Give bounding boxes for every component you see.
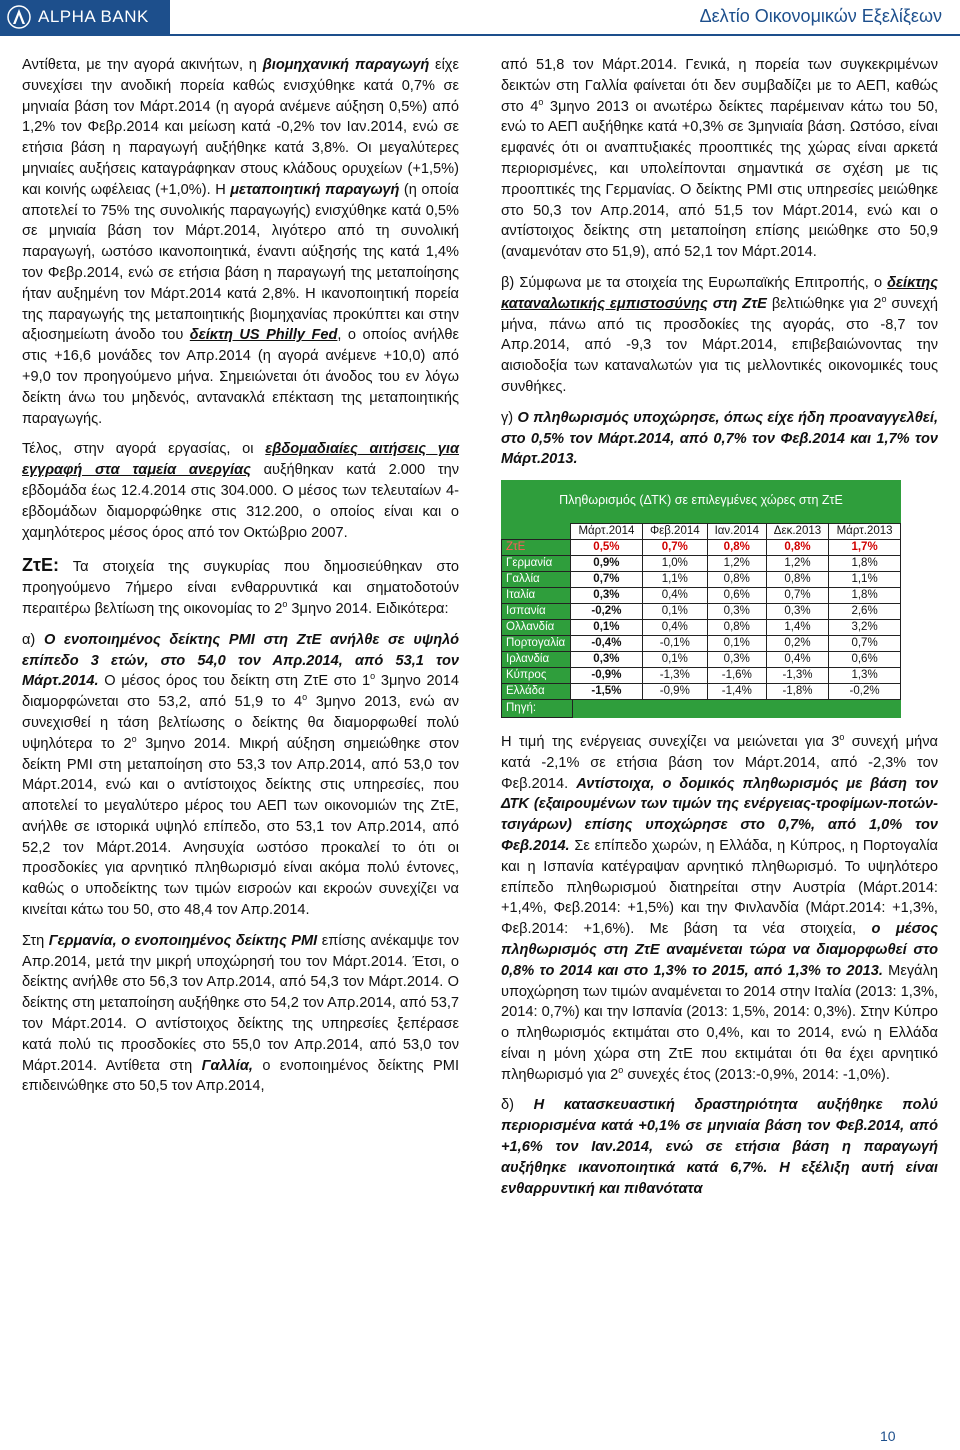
table-value-cell: 0,1% [642,651,707,667]
logo-text: ALPHA BANK [38,7,149,26]
table-value-cell: 0,8% [707,539,766,555]
bulletin-title: Δελτίο Οικονομικών Εξελίξεων [699,6,942,26]
table-corner-cell [502,523,571,539]
table-value-cell: 0,8% [766,571,828,587]
table-value-cell: 0,1% [571,619,643,635]
inflation-table [501,523,901,700]
table-value-cell: 0,7% [642,539,707,555]
table-value-cell: 1,2% [766,555,828,571]
table-column-header: Φεβ.2014 [642,523,707,539]
table-value-cell: 0,6% [829,651,901,667]
table-value-cell: 0,4% [766,651,828,667]
table-country-cell: Ισπανία [502,603,571,619]
table-value-cell: 0,3% [707,603,766,619]
table-country-cell: Γαλλία [502,571,571,587]
table-value-cell: 3,2% [829,619,901,635]
table-column-header: Δεκ.2013 [766,523,828,539]
alpha-bank-emblem-icon [7,5,31,29]
paragraph-germany-pmi: Στη Γερμανία, ο ενοποιημένος δείκτης PMI επίσης ανέκαμψε τον Απρ.2014, μετά την μικρή υποχώρησή του τον Μάρτ.2014. Έτσι, ο δείκτης ανήλθε στο 56,3 τον Απρ.2014, από 54,3 τον Μάρτ.2014. Ο δείκτης στη μεταποίηση αυξήθηκε στο 54,2 τον Απρ.2014, από 53,7 τον Μάρτ.2014. Ο αντίστοιχος δείκτης της υπηρεσίες ξεπέρασε κατά πολύ τις προσδοκίες στο 55,0 τον Απρ.2014, από 53,0 τον Μάρτ.2014. Αντίθετα στη Γαλλία, ο ενοποιημένος δείκτης PMI επιδεινώθηκε στο 50,5 τον Απρ.2014, [22,932,460,1095]
table-value-cell: -0,1% [642,635,707,651]
table-row [502,667,901,683]
table-header-row [502,523,901,539]
table-value-cell: 0,8% [766,539,828,555]
table-country-cell: Ιταλία [502,587,571,603]
table-value-cell: 0,6% [707,587,766,603]
table-value-cell: 1,2% [707,555,766,571]
paragraph-eurozone-intro: ΖτΕ: Τα στοιχεία της συγκυρίας που δημοσιεύθηκαν στο προηγούμενο 7ήμερο είναι ενθαρρυντικά και σηματοδοτούν περαιτέρω βελτίωση της οικονομίας το $2^o$ 3μηνο 2014. Ειδικότερα: [22,555,459,617]
paragraph-energy-core-inflation: Η τιμή της ενέργειας συνεχίζει να μειώνεται για $3^o$ συνεχή μήνα κατά -2,1% σε ετήσια βάση τον Μάρτ.2014, από -2,3% τον Φεβ.2014. Αντίστοιχα, ο δομικός πληθωρισμός με βάση τον ΔΤΚ (εξαιρουμένων των τιμών της ενέργειας-τροφίμων-ποτών-τσιγάρων) επίσης υποχώρησε στο 0,7%, από 1,0% τον Φεβ.2014. Σε επίπεδο χωρών, η Ελλάδα, η Κύπρος, η Πορτογαλία και η Ισπανία κατέγραψαν αρνητικό πληθωρισμό. Το υψηλότερο επίπεδο πληθωρισμού διατηρείται στην Αυστρία (Μάρτ.2014: +1,4%, Φεβ.2014: +1,5%) και την Φινλανδία (Μάρτ.2014: +1,3%, Φεβ.2014: +1,6%). Με βάση τα νέα στοιχεία, ο μέσος πληθωρισμός στη ΖτΕ αναμένεται τώρα να διαμορφωθεί στο 0,8% το 2014 και στο 1,3% το 2015, από 1,3% το 2013. Μεγάλη υποχώρηση των τιμών αναμένεται το 2014 στην Ιταλία (2013: 1,3%, 2014: 0,7%) και την Ισπανία (2013: 1,5%, 2014: 0,3%). Στην Κύπρο ο πληθωρισμός εκτιμάται στο 0,4%, και το 2014, ενώ η Ελλάδα είναι η μόνη χώρα στη ΖτΕ που εκτιμάται ότι θα έχει αρνητικό πληθωρισμό για $2^o$ συνεχές έτος (2013:-0,9%, 2014: -1,0%). [501,732,938,1083]
table-value-cell: 0,8% [707,571,766,587]
table-row [502,619,901,635]
table-value-cell: 1,4% [766,619,828,635]
table-value-cell: 0,8% [707,619,766,635]
table-country-cell: Πορτογαλία [502,635,571,651]
table-value-cell: -0,9% [571,667,643,683]
table-value-cell: -1,6% [707,667,766,683]
table-country-cell: Γερμανία [502,555,571,571]
paragraph-france-pmi: από 51,8 τον Μάρτ.2014. Γενικά, η πορεία των συγκεκριμένων δεικτών στη Γαλλία φαίνεται ότι δεν συμβαδίζει με το ΑΕΠ, καθώς στο $4^o$ 3μηνο 2013 οι ανωτέρω δείκτες παρέμειναν κάτω του 50, ενώ το ΑΕΠ αυξήθηκε κατά +0,3% σε 3μηνιαία βάση. Ωστόσο, είναι εμφανές ότι οι αναπτυξιακές προοπτικές της χώρας είναι αρκετά περιορισμένες, και υπολείπονται σημαντικά σε σχέση με τις προοπτικές της Γερμανίας. Ο δείκτης PMI στις υπηρεσίες μειώθηκε στο 50,3 τον Απρ.2014, από 51,5 τον Μάρτ.2014, ενώ και ο αντίστοιχος δείκτης στη μεταποίηση επίσης μειώθηκε στο 50,9 (αναμενόταν στο 51,9), από 52,1 τον Μάρτ.2014. [501,57,938,261]
table-row [502,539,901,555]
table-value-cell: 0,4% [642,587,707,603]
table-value-cell: 0,7% [571,571,643,587]
table-value-cell: 0,3% [707,651,766,667]
table-country-cell: Ελλάδα [502,683,571,699]
inflation-table-box [501,480,901,731]
table-value-cell: 2,6% [829,603,901,619]
table-value-cell: 0,1% [707,635,766,651]
table-country-cell: Κύπρος [502,667,571,683]
table-country-cell: ΖτΕ [502,539,571,555]
table-value-cell: 1,8% [829,555,901,571]
table-value-cell: -1,5% [571,683,643,699]
table-value-cell: -0,2% [829,683,901,699]
header-divider [0,34,960,36]
table-row [502,555,901,571]
inflation-table-title: Πληθωρισμός (ΔΤΚ) σε επιλεγμένες χώρες στη ΖτΕ [559,493,843,508]
right-column [501,55,938,1209]
table-value-cell: -1,3% [642,667,707,683]
table-column-header: Μάρτ.2014 [571,523,643,539]
table-country-cell: Ολλανδία [502,619,571,635]
table-value-cell: 0,2% [766,635,828,651]
left-column [22,55,459,1107]
paragraph-industrial-production: Αντίθετα, με την αγορά ακινήτων, η βιομηχανική παραγωγή είχε συνεχίσει την ανοδική πορεία καθώς ενισχύθηκε κατά 0,7% σε μηνιαία βάση τον Μάρτ.2014 (η αγορά ανέμενε αύξηση 0,5%) από 1,2% τον Φεβρ.2014 και μείωση κατά -0,2% τον Ιαν.2014, ενώ σε ετήσια βάση η παραγωγή αυξήθηκε κατά 3,8%. Οι μεγαλύτερες μηνιαίες αυξήσεις καταγράφηκαν στους κλάδους ορυχείων (+1,5%) και κοινής ωφέλειας (+1,0%). Η μεταποιητική παραγωγή (η οποία αποτελεί το 75% της συνολικής παραγωγής) ενισχύθηκε κατά 0,5% σε μηνιαία βάση τον Μάρτ.2014, λιγότερο από τη συνολική παραγωγή, ωστόσο ικανοποιητικά, έναντι αύξησής της κατά 1,4% τον Φεβρ.2014, ενώ σε ετήσια βάση η παραγωγή της μεταποίησης ήταν αυξημένη τον Μάρτ.2014 κατά 2,8%. Η ικανοποιητική πορεία της παραγωγής της μεταποιητικής βιομηχανίας προκύπτει και στην αξιοσημείωτη άνοδο του δείκτη US Philly Fed, ο οποίος ανήλθε στις +16,6 μονάδες τον Απρ.2014 (η αγορά ανέμενε +10,0) από +9,0 τον προηγούμενο μήνα. Σημειώνεται ότι άνοδος του εν λόγω δείκτη άνω του μηδενός, αντανακλά επέκταση της μεταποιητικής παραγωγής. [22,57,459,427]
table-value-cell: 0,3% [571,651,643,667]
table-value-cell: -0,2% [571,603,643,619]
table-column-header: Μάρτ.2013 [829,523,901,539]
table-value-cell: 1,1% [829,571,901,587]
table-row [502,587,901,603]
table-value-cell: 1,3% [829,667,901,683]
paragraph-consumer-confidence: β) Σύμφωνα με τα στοιχεία της Ευρωπαϊκής Επιτροπής, ο δείκτης καταναλωτικής εμπιστοσύνης στη ΖτΕ βελτιώθηκε για $2^o$ συνεχή μήνα, πάνω από τις προσδοκίες της αγοράς, στο -8,7 τον Απρ.2014, από -9,3 τον Μάρτ.2014, επιβεβαιώνοντας την αισιοδοξία των καταναλωτών για τις μελλοντικές οικονομικές τους συνθήκες. [501,274,938,395]
table-value-cell: 0,9% [571,555,643,571]
table-column-header: Ιαν.2014 [707,523,766,539]
table-source: Πηγή: Eurostat [501,700,573,718]
table-row [502,603,901,619]
paragraph-inflation-intro: γ) Ο πληθωρισμός υποχώρησε, όπως είχε ήδη προαναγγελθεί, στο 0,5% τον Μάρτ.2014, από 0,7% τον Φεβ.2014 και 1,7% τον Μάρτ.2013. [501,409,939,468]
page-header [0,0,960,36]
table-country-cell: Ιρλανδία [502,651,571,667]
table-value-cell: 1,8% [829,587,901,603]
table-value-cell: -1,3% [766,667,828,683]
table-value-cell: -0,4% [571,635,643,651]
table-value-cell: -1,4% [707,683,766,699]
table-value-cell: 0,7% [829,635,901,651]
table-value-cell: 0,1% [642,603,707,619]
table-value-cell: 0,3% [766,603,828,619]
table-row [502,683,901,699]
table-value-cell: 0,3% [571,587,643,603]
table-value-cell: 1,0% [642,555,707,571]
page-number: 10 [880,1428,896,1444]
table-value-cell: 0,4% [642,619,707,635]
table-value-cell: -0,9% [642,683,707,699]
table-row [502,651,901,667]
paragraph-construction: δ) Η κατασκευαστική δραστηριότητα αυξήθηκε πολύ περιορισμένα κατά +0,1% σε μηνιαία βάση τον Φεβ.2014, από +1,6% τον Ιαν.2014, ενώ σε ετήσια βάση η παραγωγή αυξήθηκε ικανοποιητικά κατά 6,7%. Η εξέλιξη αυτή είναι ενθαρρυντική και πιθανότατα [501,1097,938,1197]
paragraph-labor-market: Τέλος, στην αγορά εργασίας, οι εβδομαδιαίες αιτήσεις για εγγραφή στα ταμεία ανεργίας αυξήθηκαν κατά 2.000 την εβδομάδα έως 12.4.2014 στις 304.000. Ο μέσος των τελευταίων 4-εβδομάδων διαμορφώθηκε στις 312.200, ο οποίος είναι και ο χαμηλότερος μέσος όρος από τον Οκτώβριο 2007. [22,441,459,541]
table-value-cell: 1,7% [829,539,901,555]
table-value-cell: 1,1% [642,571,707,587]
table-row [502,571,901,587]
table-row [502,635,901,651]
table-value-cell: -1,8% [766,683,828,699]
table-value-cell: 0,5% [571,539,643,555]
alpha-bank-logo [0,0,170,34]
table-value-cell: 0,7% [766,587,828,603]
paragraph-eurozone-pmi: α) Ο ενοποιημένος δείκτης PMI στη ΖτΕ ανήλθε σε υψηλό επίπεδο 3 ετών, στο 54,0 τον Απρ.2014, από 53,1 τον Μάρτ.2014. Ο μέσος όρος του δείκτη στη ΖτΕ στο $1^o$ 3μηνο 2014 διαμορφώνεται στο 53,2, από 51,9 το $4^o$ 3μηνο 2013, ενώ αν συνεχισθεί η τάση βελτίωσης ο δείκτης θα διαμορφωθεί πολύ υψηλότερα το $2^o$ 3μηνο 2014. Μικρή αύξηση σημειώθηκε στον δείκτη PMI στη μεταποίηση στο 53,3 τον Απρ.2014, από 53,0 τον Μάρτ.2014, ενώ και ο αντίστοιχος δείκτης στις υπηρεσίες, που αποτελεί το μεγαλύτερο μέρος του ΑΕΠ των οικονομιών της ΖτΕ, ανήλθε σε ιστορικά υψηλό επίπεδο, στο 53,1 τον Απρ.2014, από 52,2 τον Μάρτ.2014. Ανησυχία ωστόσο προκαλεί το ότι οι προσδοκίες για αρνητικό πληθωρισμό είναι ακόμα πολύ έντονες, καθώς ο υποδείκτης των τιμών εισροών και εκροών συνεχίζει να κινείται κάτω του 50, στο 48,4 τον Απρ.2014. [22,631,459,919]
